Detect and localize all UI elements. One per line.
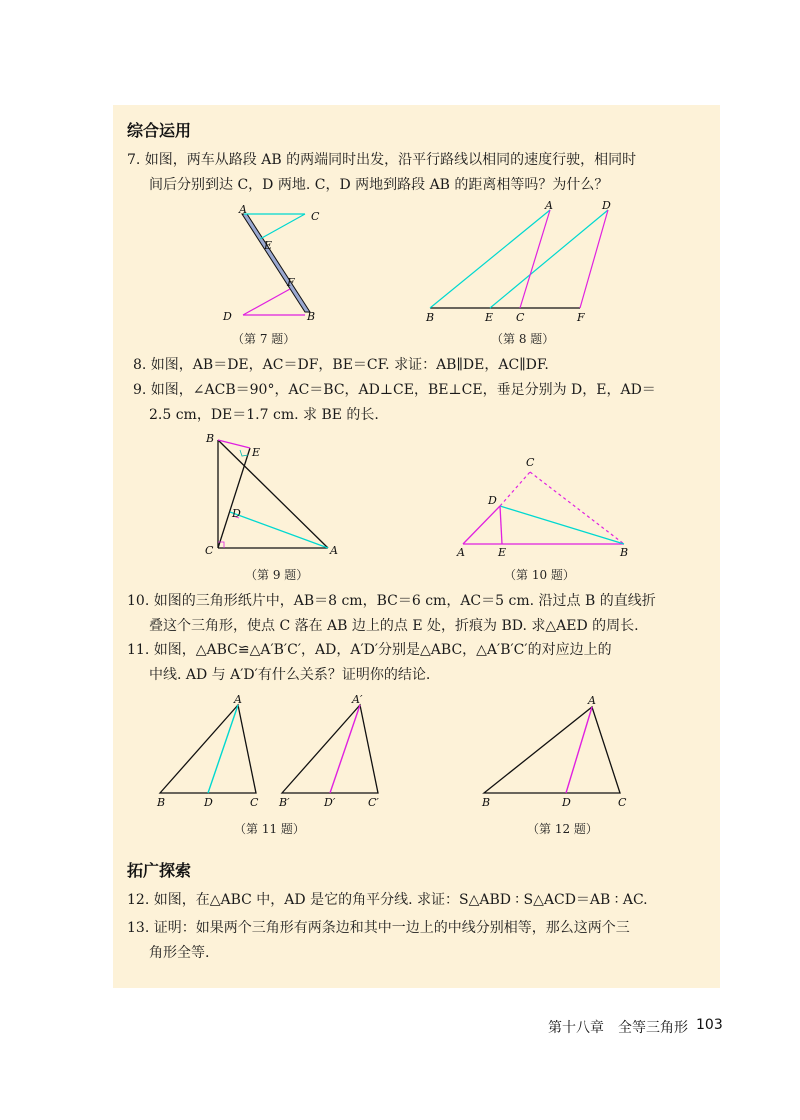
fig8-label-c: C [516,311,525,324]
q11-line2: 中线. AD 与 A′D′有什么关系？证明你的结论. [149,667,431,683]
segment-ed [490,210,608,308]
fig11-label-a-prime: A′ [352,693,363,706]
q7-line2: 间后分别到达 C，D 两地. C，D 两地到路段 AB 的距离相等吗？为什么？ [149,177,609,193]
fig9-label-a: A [330,544,338,557]
fig7-label-a: A [239,203,247,216]
q11-line1: 11. 如图，△ABC≌△A′B′C′，AD，A′D′分别是△ABC，△A′B′C′的对应边上的 [127,642,612,658]
figure-7 [215,202,335,324]
fig9-caption: （第 9 题） [245,568,309,582]
fig10-label-c: C [526,456,535,469]
fig8-label-e: E [485,311,494,324]
fig11-caption: （第 11 题） [234,822,305,836]
fig12-label-a: A [588,694,596,707]
fig11-label-b: B [157,796,166,809]
fig12-caption: （第 12 题） [527,822,598,836]
segment-df [580,210,608,308]
q8-line1: 8. 如图，AB＝DE，AC＝DF，BE＝CF. 求证：AB∥DE，AC∥DF. [133,357,549,373]
segment-ce [260,214,305,239]
q10-line2: 叠这个三角形，使点 C 落在 AB 边上的点 E 处，折痕为 BD. 求△AED 的周长. [149,618,639,634]
fig11-label-c: C [250,796,259,809]
fig10-label-d: D [488,494,497,507]
segment-de [500,506,502,544]
q10-line1: 10. 如图的三角形纸片中，AB＝8 cm，BC＝6 cm，AC＝5 cm. 沿过点 B 的直线折 [127,593,656,609]
fig9-label-b: B [206,432,215,445]
segment-dc [500,472,530,506]
fig7-caption: （第 7 题） [232,332,296,346]
segment-ac [520,210,550,308]
segment-cb [530,472,624,544]
chapter-title: 第十八章 全等三角形 [548,1020,688,1036]
fig11-label-c-prime: C′ [368,796,379,809]
fig10-caption: （第 10 题） [504,568,575,582]
figure-11 [150,690,390,812]
fig9-label-e: E [252,446,261,459]
segment-df [243,289,290,315]
q13-line1: 13. 证明：如果两个三角形有两条边和其中一边上的中线分别相等，那么这两个三 [127,920,630,936]
triangle-abc [484,707,620,793]
fig7-label-b: B [307,310,316,323]
fig10-label-e: E [498,546,507,559]
right-angle-e [240,450,248,456]
q9-line1: 9. 如图，∠ACB＝90°，AC＝BC，AD⊥CE，BE⊥CE，垂足分别为 D，E，AD＝ [133,382,656,398]
triangle-a2b2c2 [282,705,378,793]
section-title-extension: 拓广探索 [127,861,192,880]
fig12-label-c: C [618,796,627,809]
segment-ab [218,440,328,548]
figure-12 [470,690,640,812]
fig8-label-f: F [577,311,585,324]
fig11-label-a: A [234,693,242,706]
fig8-caption: （第 8 题） [491,332,555,346]
fig9-label-d: D [232,507,241,520]
fig7-label-f: F [287,276,295,289]
bisector-ad [566,707,592,793]
section-title-comprehensive: 综合运用 [127,121,192,140]
segment-ba [430,210,550,308]
fig8-label-d: D [602,200,611,212]
figure-8 [420,200,620,326]
q13-line2: 角形全等. [149,945,210,961]
segment-ad [230,512,328,548]
fig12-label-d: D [562,796,571,809]
segment-db [500,506,624,544]
q7-line1: 7. 如图，两车从路段 AB 的两端同时出发，沿平行路线以相同的速度行驶，相同时 [127,152,637,168]
fig11-label-d-prime: D′ [324,796,336,809]
page-number: 103 [696,1017,723,1033]
fig8-label-b: B [426,311,435,324]
fig12-label-b: B [482,796,491,809]
fig9-label-c: C [205,544,214,557]
fig7-label-d: D [223,310,232,323]
segment-ad [463,506,500,544]
fig7-label-e: E [264,239,273,252]
median-a2d2 [330,705,360,793]
triangle-abc [160,705,256,793]
q9-line2: 2.5 cm，DE＝1.7 cm. 求 BE 的长. [149,407,379,423]
fig11-label-b-prime: B′ [279,796,290,809]
q12-line1: 12. 如图，在△ABC 中，AD 是它的角平分线. 求证：S△ABD ∶ S△ACD＝AB ∶ AC. [127,892,648,908]
fig11-label-d: D [204,796,213,809]
figure-10 [448,450,638,562]
fig10-label-b: B [620,546,629,559]
fig10-label-a: A [457,546,465,559]
figure-9 [200,430,350,558]
median-ad [208,705,238,793]
fig7-label-c: C [311,210,320,223]
fig8-label-a: A [545,200,553,212]
segment-ce [218,448,250,548]
